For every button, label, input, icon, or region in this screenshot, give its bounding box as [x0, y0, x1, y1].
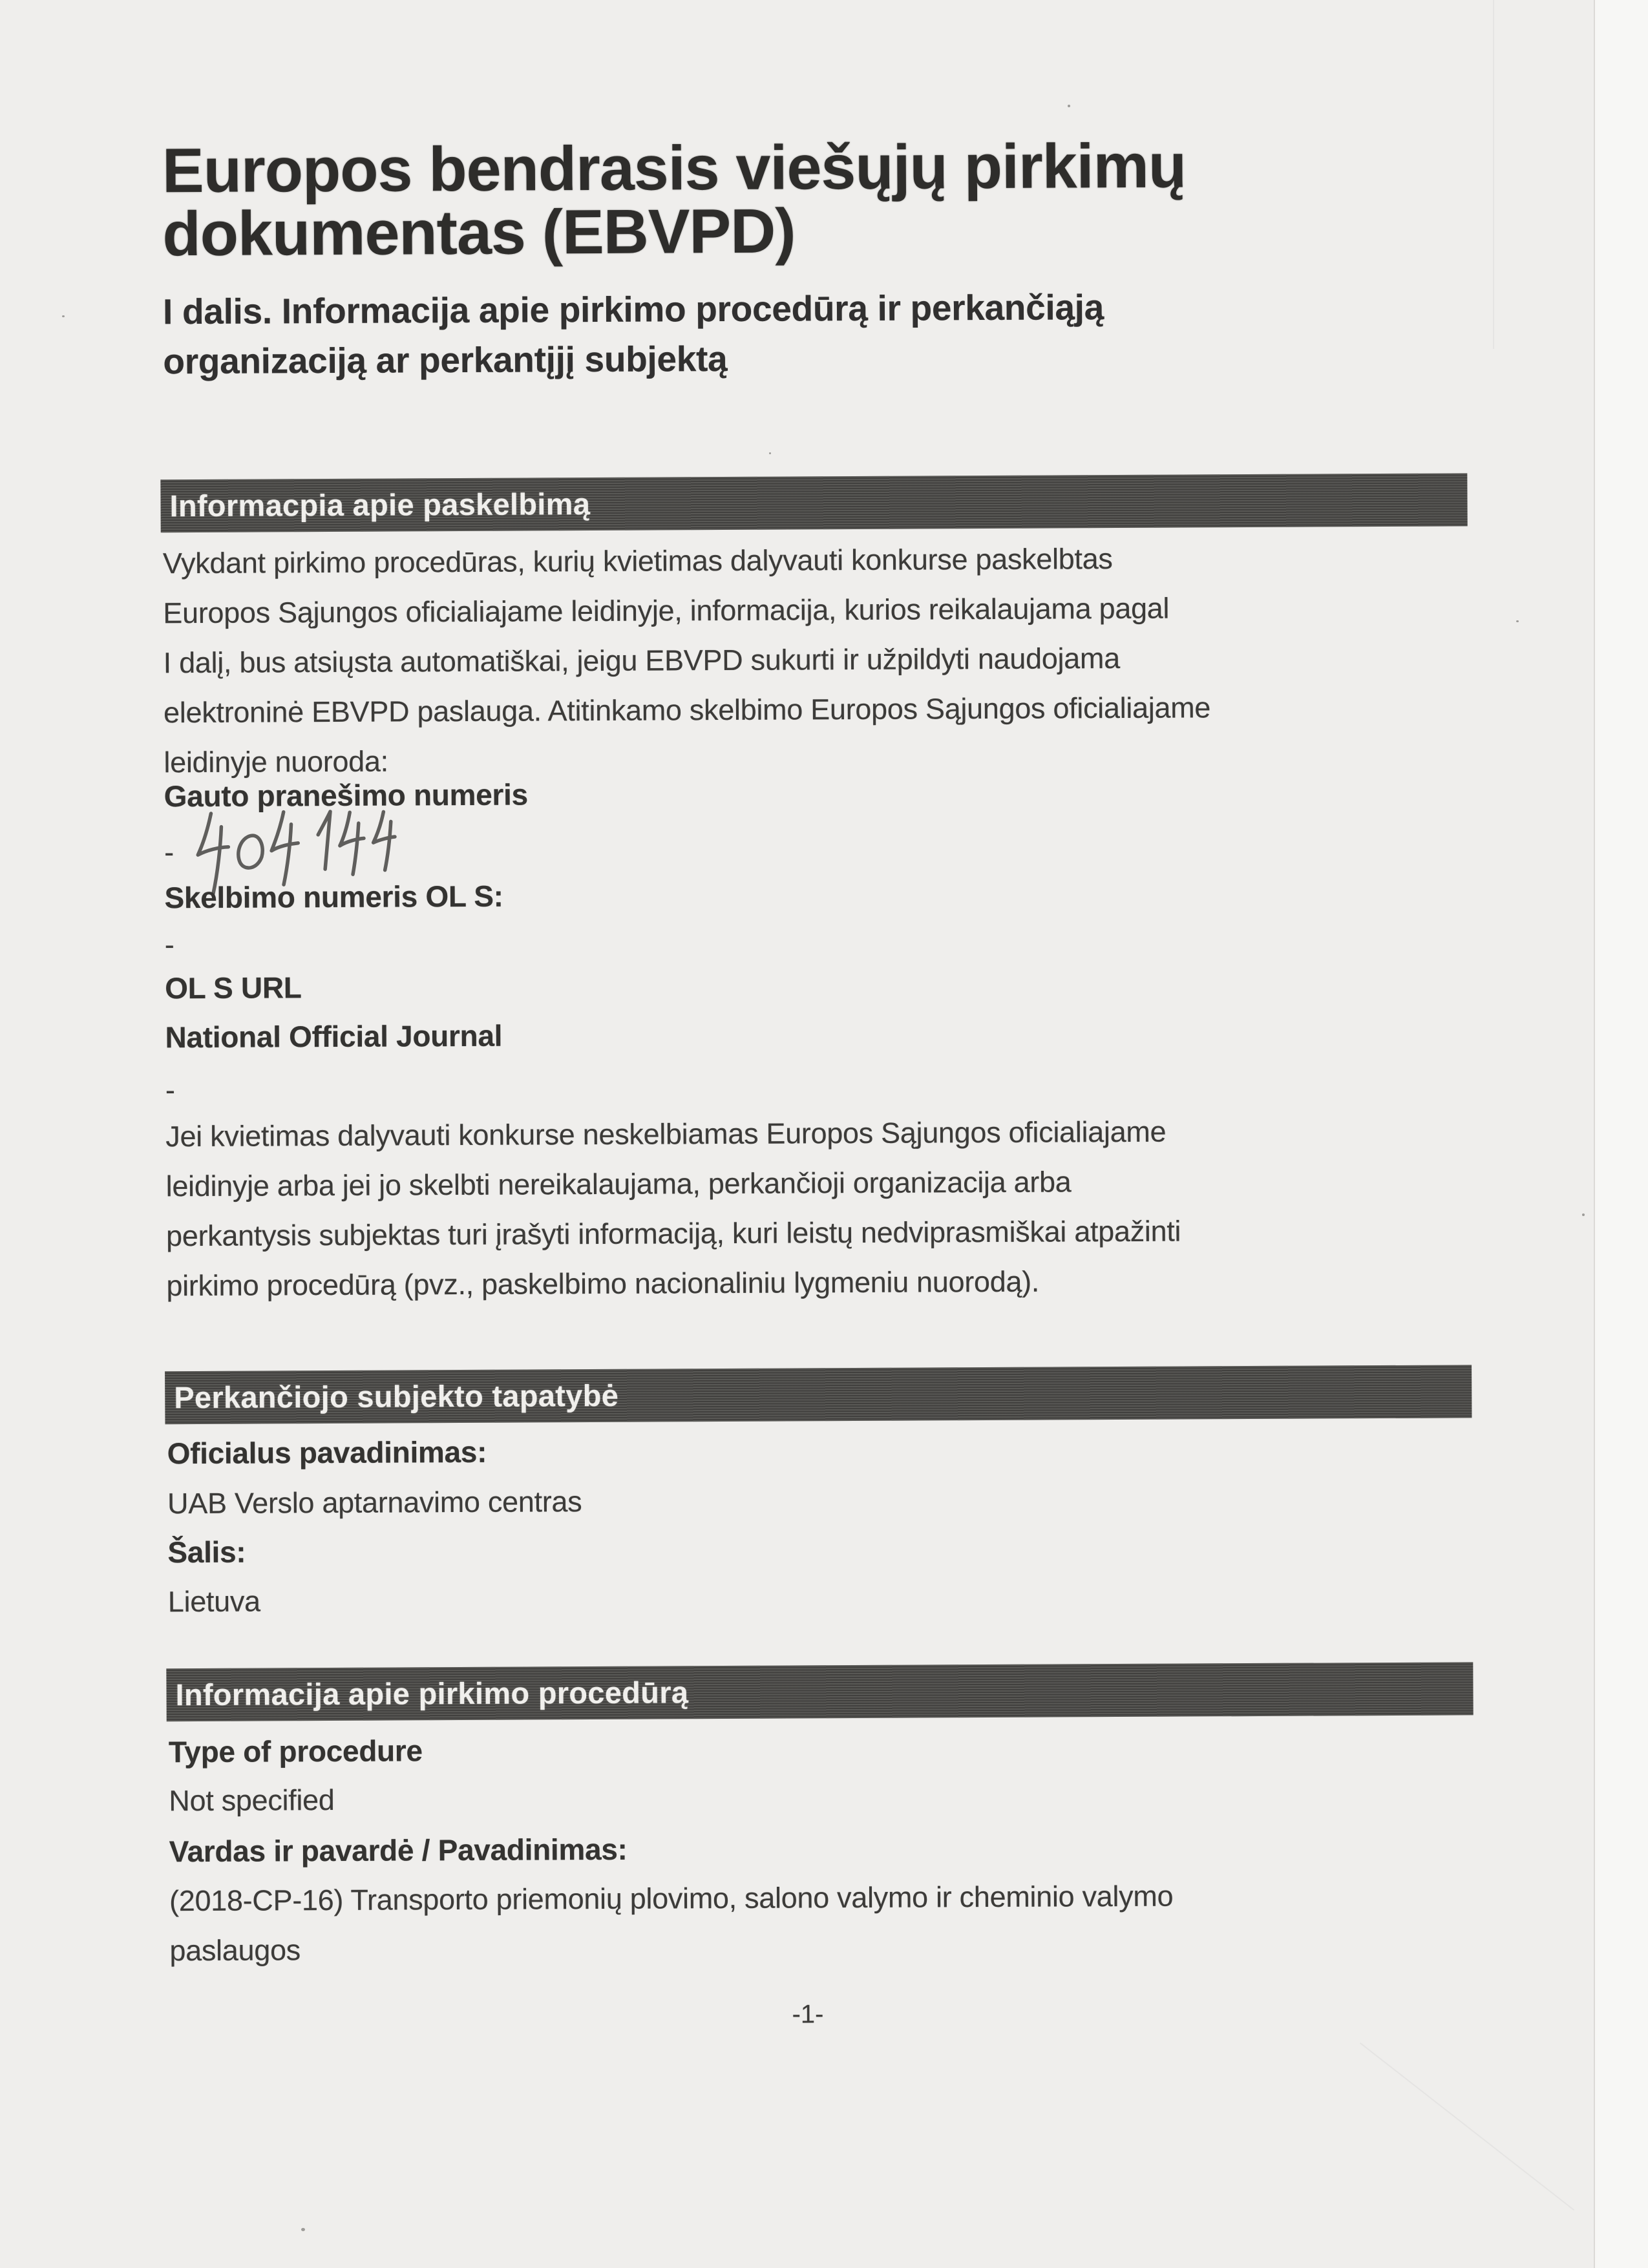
- procedure-name-value-line: (2018-CP-16) Transporto priemonių plovimo, salono valymo ir cheminio valymo: [169, 1879, 1174, 1918]
- publication-intro-line: leidinyje nuoroda:: [164, 744, 388, 779]
- publication-intro-line: Vykdant pirkimo procedūras, kurių kvietimas dalyvauti konkurse paskelbtas: [162, 542, 1113, 580]
- publication-note-line: leidinyje arba jei jo skelbti nereikalaujama, perkančioji organizacija arba: [165, 1165, 1072, 1203]
- document-subtitle-line-2: organizaciją ar perkantįjį subjektą: [163, 338, 728, 382]
- section-header-procedure: Informacija apie pirkimo procedūrą: [166, 1662, 1473, 1721]
- document-title-line-1: Europos bendrasis viešųjų pirkimų: [162, 130, 1187, 206]
- publication-intro-line: elektroninė EBVPD paslauga. Atitinkamo skelbimo Europos Sąjungos oficialiajame: [163, 691, 1211, 730]
- page-number: -1-: [792, 2000, 824, 2029]
- oj-url-label: OL S URL: [165, 971, 302, 1005]
- publication-intro-line: Europos Sąjungos oficialiajame leidinyje, informacija, kurios reikalaujama pagal: [163, 591, 1170, 630]
- publication-intro-line: I dalį, bus atsiųsta automatiškai, jeigu EBVPD sukurti ir užpildyti naudojama: [163, 642, 1120, 680]
- document-title-line-2: dokumentas (EBVPD): [162, 195, 796, 269]
- section-header-identity: Perkančiojo subjekto tapatybė: [165, 1365, 1472, 1424]
- publication-note-line: pirkimo procedūrą (pvz., paskelbimo nacionaliniu lygmeniu nuorodą).: [166, 1265, 1040, 1303]
- national-journal-label: National Official Journal: [165, 1018, 503, 1055]
- procedure-type-label: Type of procedure: [168, 1734, 423, 1769]
- publication-note-line: Jei kvietimas dalyvauti konkurse neskelbiamas Europos Sąjungos oficialiajame: [165, 1115, 1167, 1153]
- received-notice-dash: -: [164, 835, 174, 869]
- oj-number-value: -: [164, 928, 174, 961]
- procedure-type-value: Not specified: [169, 1783, 335, 1818]
- document-subtitle-line-1: I dalis. Informacija apie pirkimo procedūrą ir perkančiąją: [162, 287, 1104, 332]
- received-notice-label: Gauto pranešimo numeris: [164, 777, 528, 814]
- procedure-name-value-line: paslaugos: [169, 1933, 301, 1968]
- country-label: Šalis:: [167, 1535, 246, 1570]
- oj-number-label: Skelbimo numeris OL S:: [164, 879, 503, 915]
- publication-note-line: perkantysis subjektas turi įrašyti informaciją, kuri leistų nedviprasmiškai atpažinti: [165, 1214, 1181, 1253]
- procedure-name-label: Vardas ir pavardė / Pavadinimas:: [169, 1832, 628, 1869]
- official-name-label: Oficialus pavadinimas:: [167, 1434, 487, 1471]
- country-value: Lietuva: [167, 1584, 260, 1619]
- section-header-publication: Informacpia apie paskelbimą: [160, 473, 1467, 532]
- official-name-value: UAB Verslo aptarnavimo centras: [167, 1485, 582, 1520]
- national-journal-value: -: [165, 1073, 175, 1107]
